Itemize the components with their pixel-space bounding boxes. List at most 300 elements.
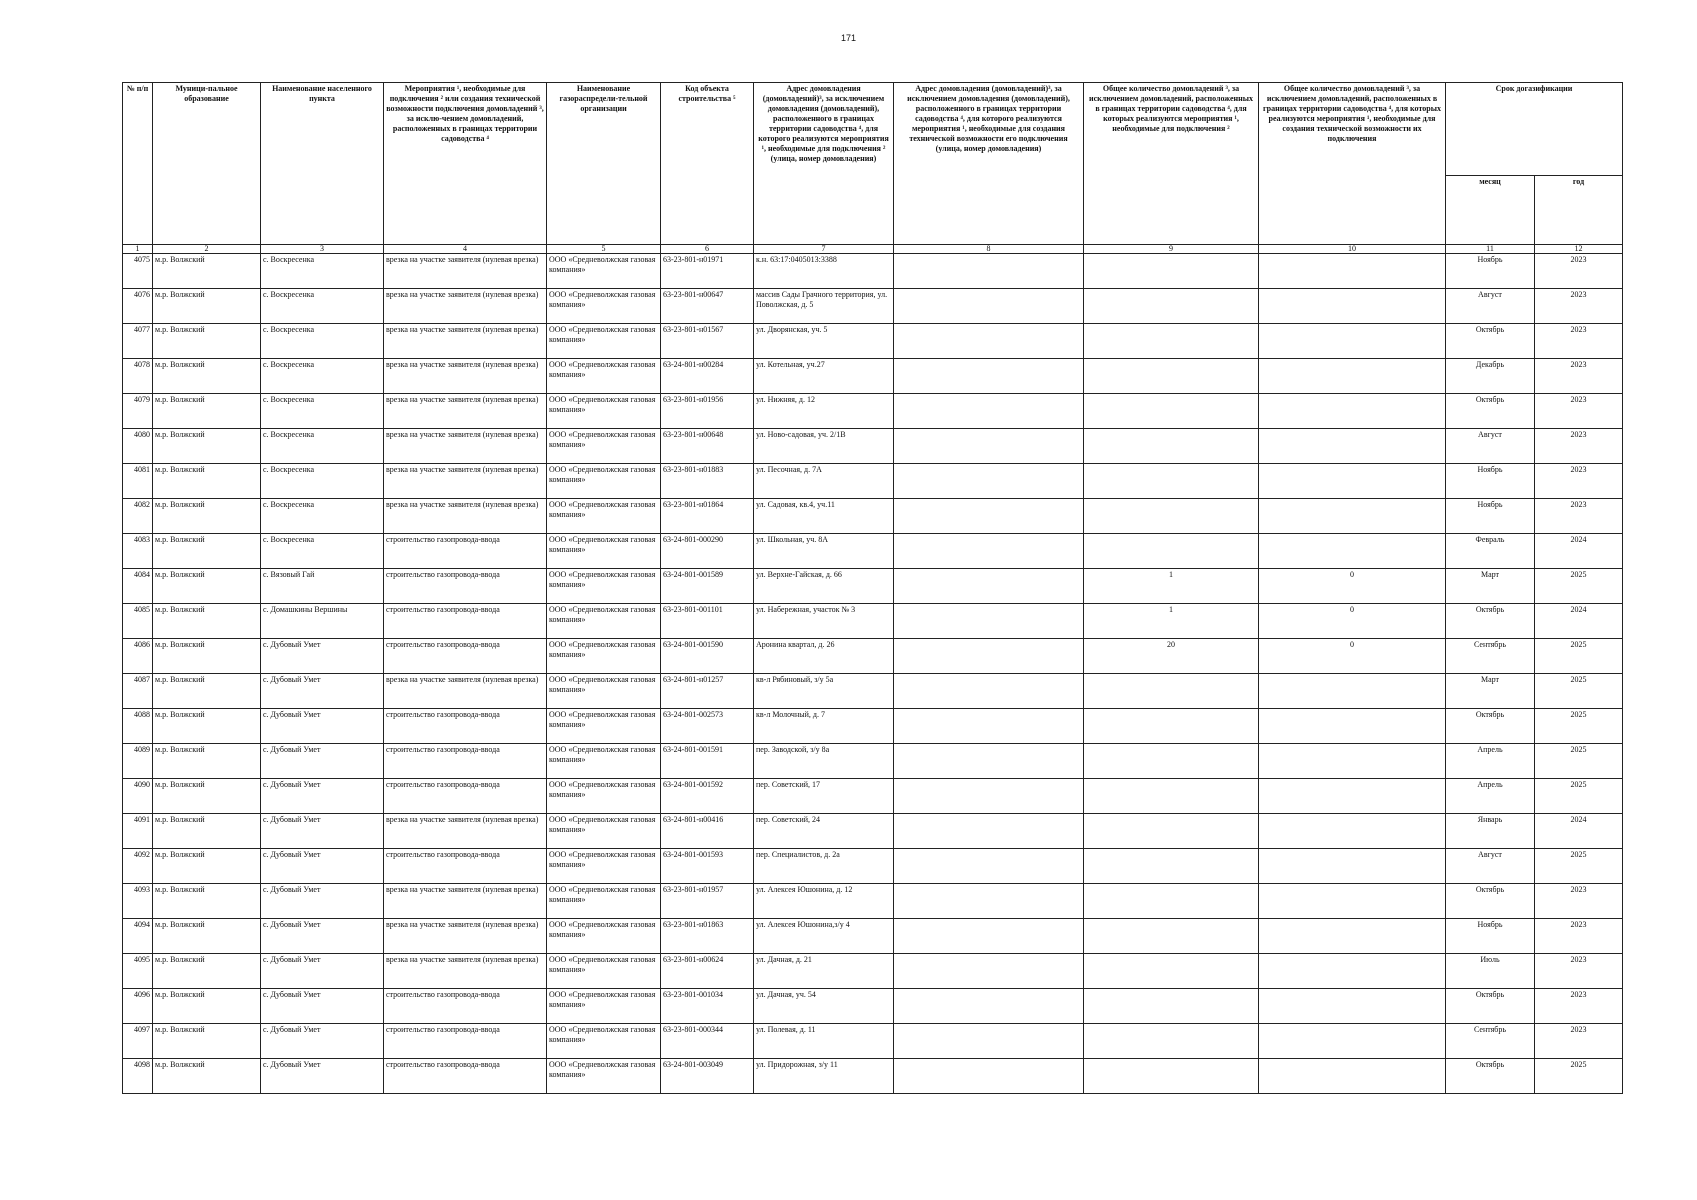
- month-cell: Октябрь: [1446, 989, 1535, 1024]
- settlement-cell: с. Воскресенка: [261, 324, 384, 359]
- month-cell: Октябрь: [1446, 1059, 1535, 1094]
- address-capability-cell: [894, 359, 1084, 394]
- municipality-cell: м.р. Волжский: [153, 324, 261, 359]
- gas-org-cell: ООО «Средневолжская газовая компания»: [547, 569, 661, 604]
- month-cell: Апрель: [1446, 779, 1535, 814]
- count-capability-cell: [1259, 954, 1446, 989]
- address-cell: пер. Специалистов, д. 2а: [754, 849, 894, 884]
- address-cell: ул. Котельная, уч.27: [754, 359, 894, 394]
- address-cell: ул. Придорожная, з/у 11: [754, 1059, 894, 1094]
- settlement-cell: с. Воскресенка: [261, 499, 384, 534]
- municipality-cell: м.р. Волжский: [153, 954, 261, 989]
- count-connect-cell: 1: [1084, 604, 1259, 639]
- year-cell: 2023: [1535, 1024, 1623, 1059]
- row-number: 4075: [123, 254, 153, 289]
- address-cell: массив Сады Грачного территория, ул. Поволжская, д. 5: [754, 289, 894, 324]
- row-number: 4091: [123, 814, 153, 849]
- address-capability-cell: [894, 744, 1084, 779]
- measure-cell: строительство газопровода-ввода: [384, 639, 547, 674]
- address-capability-cell: [894, 604, 1084, 639]
- header-address-capability: Адрес домовладения (домовладений)³, за исключением домовладения (домовладений), расположенного в границах территории садоводства ⁴, для которого реализуются мероприятия ¹, необходимые для создания технической возможности его подключения (улица, номер домовладения): [894, 83, 1084, 245]
- municipality-cell: м.р. Волжский: [153, 429, 261, 464]
- table-row: [123, 779, 1623, 814]
- year-cell: 2023: [1535, 884, 1623, 919]
- object-code-cell: 63-23-801-н01957: [661, 884, 754, 919]
- gas-org-cell: ООО «Средневолжская газовая компания»: [547, 254, 661, 289]
- address-capability-cell: [894, 989, 1084, 1024]
- year-cell: 2023: [1535, 359, 1623, 394]
- object-code-cell: 63-23-801-001034: [661, 989, 754, 1024]
- count-capability-cell: [1259, 1024, 1446, 1059]
- header-measures: Мероприятия ¹, необходимые для подключения ² или создания технической возможности подключения домовладений ³, за исклю-чением домовладений, расположенных в границах территории садоводства ⁴: [384, 83, 547, 245]
- month-cell: Ноябрь: [1446, 499, 1535, 534]
- object-code-cell: 63-23-801-001101: [661, 604, 754, 639]
- settlement-cell: с. Дубовый Умет: [261, 779, 384, 814]
- month-cell: Август: [1446, 429, 1535, 464]
- gas-org-cell: ООО «Средневолжская газовая компания»: [547, 499, 661, 534]
- settlement-cell: с. Дубовый Умет: [261, 1024, 384, 1059]
- header-count-connect: Общее количество домовладений ³, за исключением домовладений, расположенных в границах территории садоводства ⁴, для которых реализуются мероприятия ¹, необходимые для подключения ²: [1084, 83, 1259, 245]
- address-capability-cell: [894, 254, 1084, 289]
- count-capability-cell: [1259, 359, 1446, 394]
- month-cell: Апрель: [1446, 744, 1535, 779]
- year-cell: 2023: [1535, 954, 1623, 989]
- gas-org-cell: ООО «Средневолжская газовая компания»: [547, 534, 661, 569]
- municipality-cell: м.р. Волжский: [153, 1024, 261, 1059]
- count-capability-cell: [1259, 814, 1446, 849]
- count-capability-cell: 0: [1259, 569, 1446, 604]
- address-cell: ул. Нижняя, д. 12: [754, 394, 894, 429]
- month-cell: Октябрь: [1446, 394, 1535, 429]
- object-code-cell: 63-24-801-003049: [661, 1059, 754, 1094]
- municipality-cell: м.р. Волжский: [153, 289, 261, 324]
- count-capability-cell: [1259, 919, 1446, 954]
- row-number: 4089: [123, 744, 153, 779]
- year-cell: 2023: [1535, 289, 1623, 324]
- count-connect-cell: [1084, 254, 1259, 289]
- address-capability-cell: [894, 639, 1084, 674]
- address-cell: ул. Дачная, д. 21: [754, 954, 894, 989]
- object-code-cell: 63-23-801-н00624: [661, 954, 754, 989]
- address-cell: ул. Дачная, уч. 54: [754, 989, 894, 1024]
- count-capability-cell: [1259, 324, 1446, 359]
- gas-org-cell: ООО «Средневолжская газовая компания»: [547, 709, 661, 744]
- object-code-cell: 63-24-801-002573: [661, 709, 754, 744]
- header-count-capability: Общее количество домовладений ³, за исключением домовладений, расположенных в границах территории садоводства ⁴, для которых реализуются мероприятия ¹, необходимые для создания технической возможности их подключения: [1259, 83, 1446, 245]
- address-capability-cell: [894, 569, 1084, 604]
- column-number: 8: [894, 245, 1084, 254]
- gas-org-cell: ООО «Средневолжская газовая компания»: [547, 1024, 661, 1059]
- municipality-cell: м.р. Волжский: [153, 359, 261, 394]
- month-cell: Февраль: [1446, 534, 1535, 569]
- row-number: 4081: [123, 464, 153, 499]
- header-deadline: Срок догазификации: [1446, 83, 1623, 176]
- object-code-cell: 63-23-801-н01567: [661, 324, 754, 359]
- municipality-cell: м.р. Волжский: [153, 499, 261, 534]
- month-cell: Октябрь: [1446, 709, 1535, 744]
- page-number: 171: [840, 33, 857, 43]
- column-number: 10: [1259, 245, 1446, 254]
- settlement-cell: с. Вязовый Гай: [261, 569, 384, 604]
- row-number: 4086: [123, 639, 153, 674]
- address-capability-cell: [894, 814, 1084, 849]
- table-row: [123, 324, 1623, 359]
- count-capability-cell: [1259, 849, 1446, 884]
- header-month: месяц: [1446, 176, 1535, 245]
- year-cell: 2025: [1535, 639, 1623, 674]
- count-capability-cell: [1259, 254, 1446, 289]
- settlement-cell: с. Воскресенка: [261, 534, 384, 569]
- year-cell: 2023: [1535, 254, 1623, 289]
- gas-org-cell: ООО «Средневолжская газовая компания»: [547, 359, 661, 394]
- column-number: 3: [261, 245, 384, 254]
- address-capability-cell: [894, 674, 1084, 709]
- object-code-cell: 63-24-801-001591: [661, 744, 754, 779]
- table-row: [123, 254, 1623, 289]
- count-capability-cell: [1259, 674, 1446, 709]
- row-number: 4095: [123, 954, 153, 989]
- table-row: [123, 884, 1623, 919]
- month-cell: Ноябрь: [1446, 254, 1535, 289]
- object-code-cell: 63-23-801-н00648: [661, 429, 754, 464]
- object-code-cell: 63-24-801-н00416: [661, 814, 754, 849]
- count-capability-cell: 0: [1259, 604, 1446, 639]
- header-num: № п/п: [123, 83, 153, 245]
- settlement-cell: с. Дубовый Умет: [261, 989, 384, 1024]
- month-cell: Март: [1446, 674, 1535, 709]
- object-code-cell: 63-24-801-000290: [661, 534, 754, 569]
- gas-org-cell: ООО «Средневолжская газовая компания»: [547, 639, 661, 674]
- address-capability-cell: [894, 534, 1084, 569]
- row-number: 4096: [123, 989, 153, 1024]
- year-cell: 2023: [1535, 394, 1623, 429]
- measure-cell: строительство газопровода-ввода: [384, 604, 547, 639]
- address-cell: Аронина квартал, д. 26: [754, 639, 894, 674]
- measure-cell: врезка на участке заявителя (нулевая врезка): [384, 324, 547, 359]
- settlement-cell: с. Дубовый Умет: [261, 884, 384, 919]
- year-cell: 2025: [1535, 1059, 1623, 1094]
- measure-cell: строительство газопровода-ввода: [384, 779, 547, 814]
- address-capability-cell: [894, 394, 1084, 429]
- year-cell: 2025: [1535, 779, 1623, 814]
- address-capability-cell: [894, 919, 1084, 954]
- month-cell: Октябрь: [1446, 604, 1535, 639]
- table-row: [123, 849, 1623, 884]
- year-cell: 2025: [1535, 849, 1623, 884]
- table-row: [123, 289, 1623, 324]
- object-code-cell: 63-24-801-н01257: [661, 674, 754, 709]
- column-number: 12: [1535, 245, 1623, 254]
- gas-org-cell: ООО «Средневолжская газовая компания»: [547, 464, 661, 499]
- measure-cell: строительство газопровода-ввода: [384, 569, 547, 604]
- year-cell: 2023: [1535, 324, 1623, 359]
- measure-cell: врезка на участке заявителя (нулевая врезка): [384, 919, 547, 954]
- row-number: 4097: [123, 1024, 153, 1059]
- object-code-cell: 63-23-801-н01864: [661, 499, 754, 534]
- address-cell: ул. Школьная, уч. 8А: [754, 534, 894, 569]
- gas-org-cell: ООО «Средневолжская газовая компания»: [547, 1059, 661, 1094]
- count-connect-cell: [1084, 499, 1259, 534]
- row-number: 4093: [123, 884, 153, 919]
- address-cell: ул. Дворянская, уч. 5: [754, 324, 894, 359]
- year-cell: 2023: [1535, 919, 1623, 954]
- row-number: 4092: [123, 849, 153, 884]
- month-cell: Сентябрь: [1446, 639, 1535, 674]
- measure-cell: строительство газопровода-ввода: [384, 849, 547, 884]
- month-cell: Сентябрь: [1446, 1024, 1535, 1059]
- municipality-cell: м.р. Волжский: [153, 534, 261, 569]
- column-number: 1: [123, 245, 153, 254]
- table-row: [123, 534, 1623, 569]
- settlement-cell: с. Воскресенка: [261, 394, 384, 429]
- column-number: 6: [661, 245, 754, 254]
- address-capability-cell: [894, 954, 1084, 989]
- address-cell: кв-л Молочный, д. 7: [754, 709, 894, 744]
- table-body: [123, 254, 1623, 1094]
- address-capability-cell: [894, 884, 1084, 919]
- header-municipality: Муници-пальное образование: [153, 83, 261, 245]
- count-connect-cell: [1084, 779, 1259, 814]
- address-cell: ул. Садовая, кв.4, уч.11: [754, 499, 894, 534]
- address-capability-cell: [894, 289, 1084, 324]
- count-connect-cell: [1084, 674, 1259, 709]
- table-row: [123, 604, 1623, 639]
- object-code-cell: 63-24-801-н00284: [661, 359, 754, 394]
- table-row: [123, 499, 1623, 534]
- column-number: 2: [153, 245, 261, 254]
- address-cell: ул. Алексея Юшонина,з/у 4: [754, 919, 894, 954]
- address-capability-cell: [894, 709, 1084, 744]
- column-number-row: [123, 245, 1623, 254]
- address-cell: ул. Набережная, участок № 3: [754, 604, 894, 639]
- address-cell: ул. Песочная, д. 7А: [754, 464, 894, 499]
- gas-org-cell: ООО «Средневолжская газовая компания»: [547, 814, 661, 849]
- month-cell: Декабрь: [1446, 359, 1535, 394]
- address-cell: ул. Ново-садовая, уч. 2/1В: [754, 429, 894, 464]
- table-row: [123, 989, 1623, 1024]
- measure-cell: врезка на участке заявителя (нулевая врезка): [384, 254, 547, 289]
- gas-org-cell: ООО «Средневолжская газовая компания»: [547, 919, 661, 954]
- municipality-cell: м.р. Волжский: [153, 849, 261, 884]
- count-connect-cell: [1084, 429, 1259, 464]
- gas-org-cell: ООО «Средневолжская газовая компания»: [547, 884, 661, 919]
- column-number: 4: [384, 245, 547, 254]
- object-code-cell: 63-23-801-н01883: [661, 464, 754, 499]
- gas-org-cell: ООО «Средневолжская газовая компания»: [547, 849, 661, 884]
- count-connect-cell: [1084, 849, 1259, 884]
- row-number: 4088: [123, 709, 153, 744]
- count-capability-cell: [1259, 989, 1446, 1024]
- count-connect-cell: [1084, 359, 1259, 394]
- municipality-cell: м.р. Волжский: [153, 394, 261, 429]
- municipality-cell: м.р. Волжский: [153, 1059, 261, 1094]
- table-row: [123, 954, 1623, 989]
- count-connect-cell: [1084, 534, 1259, 569]
- count-connect-cell: [1084, 709, 1259, 744]
- row-number: 4084: [123, 569, 153, 604]
- count-capability-cell: [1259, 884, 1446, 919]
- measure-cell: строительство газопровода-ввода: [384, 989, 547, 1024]
- month-cell: Январь: [1446, 814, 1535, 849]
- measure-cell: врезка на участке заявителя (нулевая врезка): [384, 499, 547, 534]
- settlement-cell: с. Домашкины Вершины: [261, 604, 384, 639]
- count-capability-cell: [1259, 429, 1446, 464]
- year-cell: 2025: [1535, 569, 1623, 604]
- table-row: [123, 674, 1623, 709]
- year-cell: 2023: [1535, 429, 1623, 464]
- row-number: 4090: [123, 779, 153, 814]
- month-cell: Март: [1446, 569, 1535, 604]
- table-row: [123, 744, 1623, 779]
- municipality-cell: м.р. Волжский: [153, 884, 261, 919]
- address-capability-cell: [894, 1024, 1084, 1059]
- table-row: [123, 394, 1623, 429]
- month-cell: Октябрь: [1446, 884, 1535, 919]
- object-code-cell: 63-24-801-001589: [661, 569, 754, 604]
- municipality-cell: м.р. Волжский: [153, 744, 261, 779]
- header-year: год: [1535, 176, 1623, 245]
- year-cell: 2023: [1535, 989, 1623, 1024]
- count-connect-cell: [1084, 1024, 1259, 1059]
- gasification-table: [122, 82, 1623, 1094]
- settlement-cell: с. Дубовый Умет: [261, 1059, 384, 1094]
- table-row: [123, 639, 1623, 674]
- settlement-cell: с. Воскресенка: [261, 429, 384, 464]
- municipality-cell: м.р. Волжский: [153, 779, 261, 814]
- count-capability-cell: [1259, 394, 1446, 429]
- municipality-cell: м.р. Волжский: [153, 464, 261, 499]
- count-connect-cell: [1084, 324, 1259, 359]
- count-capability-cell: [1259, 534, 1446, 569]
- column-number: 5: [547, 245, 661, 254]
- gas-org-cell: ООО «Средневолжская газовая компания»: [547, 394, 661, 429]
- address-cell: кв-л Рябиновый, з/у 5а: [754, 674, 894, 709]
- gas-org-cell: ООО «Средневолжская газовая компания»: [547, 324, 661, 359]
- column-number: 7: [754, 245, 894, 254]
- address-capability-cell: [894, 499, 1084, 534]
- year-cell: 2024: [1535, 534, 1623, 569]
- object-code-cell: 63-24-801-001590: [661, 639, 754, 674]
- row-number: 4082: [123, 499, 153, 534]
- settlement-cell: с. Воскресенка: [261, 464, 384, 499]
- count-capability-cell: [1259, 709, 1446, 744]
- address-cell: ул. Полевая, д. 11: [754, 1024, 894, 1059]
- municipality-cell: м.р. Волжский: [153, 919, 261, 954]
- table-row: [123, 569, 1623, 604]
- settlement-cell: с. Воскресенка: [261, 289, 384, 324]
- settlement-cell: с. Дубовый Умет: [261, 849, 384, 884]
- gas-org-cell: ООО «Средневолжская газовая компания»: [547, 989, 661, 1024]
- header-settlement: Наименование населенного пункта: [261, 83, 384, 245]
- settlement-cell: с. Дубовый Умет: [261, 709, 384, 744]
- header-address-connect: Адрес домовладения (домовладений)³, за исключением домовладения (домовладений), расположенного в границах территории садоводства ⁴, для которого реализуются мероприятия ¹, необходимые для подключения ² (улица, номер домовладения): [754, 83, 894, 245]
- address-cell: пер. Советский, 17: [754, 779, 894, 814]
- address-cell: к.н. 63:17:0405013:3388: [754, 254, 894, 289]
- year-cell: 2024: [1535, 604, 1623, 639]
- row-number: 4085: [123, 604, 153, 639]
- address-cell: пер. Советский, 24: [754, 814, 894, 849]
- count-capability-cell: [1259, 744, 1446, 779]
- gas-org-cell: ООО «Средневолжская газовая компания»: [547, 289, 661, 324]
- measure-cell: врезка на участке заявителя (нулевая врезка): [384, 884, 547, 919]
- settlement-cell: с. Дубовый Умет: [261, 639, 384, 674]
- measure-cell: врезка на участке заявителя (нулевая врезка): [384, 464, 547, 499]
- settlement-cell: с. Дубовый Умет: [261, 919, 384, 954]
- object-code-cell: 63-23-801-н01971: [661, 254, 754, 289]
- year-cell: 2024: [1535, 814, 1623, 849]
- month-cell: Август: [1446, 289, 1535, 324]
- row-number: 4077: [123, 324, 153, 359]
- table-row: [123, 709, 1623, 744]
- table-row: [123, 464, 1623, 499]
- count-capability-cell: [1259, 499, 1446, 534]
- settlement-cell: с. Воскресенка: [261, 359, 384, 394]
- row-number: 4094: [123, 919, 153, 954]
- row-number: 4098: [123, 1059, 153, 1094]
- measure-cell: врезка на участке заявителя (нулевая врезка): [384, 289, 547, 324]
- year-cell: 2023: [1535, 499, 1623, 534]
- year-cell: 2025: [1535, 709, 1623, 744]
- address-capability-cell: [894, 429, 1084, 464]
- count-capability-cell: [1259, 464, 1446, 499]
- table-row: [123, 1024, 1623, 1059]
- measure-cell: строительство газопровода-ввода: [384, 1024, 547, 1059]
- count-connect-cell: [1084, 744, 1259, 779]
- measure-cell: врезка на участке заявителя (нулевая врезка): [384, 429, 547, 464]
- address-capability-cell: [894, 324, 1084, 359]
- header-gas-org: Наименование газораспредели-тельной организации: [547, 83, 661, 245]
- table-row: [123, 429, 1623, 464]
- count-connect-cell: [1084, 814, 1259, 849]
- municipality-cell: м.р. Волжский: [153, 989, 261, 1024]
- gas-org-cell: ООО «Средневолжская газовая компания»: [547, 674, 661, 709]
- count-connect-cell: [1084, 464, 1259, 499]
- row-number: 4079: [123, 394, 153, 429]
- municipality-cell: м.р. Волжский: [153, 604, 261, 639]
- measure-cell: врезка на участке заявителя (нулевая врезка): [384, 674, 547, 709]
- month-cell: Октябрь: [1446, 324, 1535, 359]
- address-capability-cell: [894, 849, 1084, 884]
- settlement-cell: с. Дубовый Умет: [261, 674, 384, 709]
- row-number: 4076: [123, 289, 153, 324]
- municipality-cell: м.р. Волжский: [153, 254, 261, 289]
- count-connect-cell: [1084, 954, 1259, 989]
- count-capability-cell: [1259, 289, 1446, 324]
- count-connect-cell: [1084, 989, 1259, 1024]
- measure-cell: строительство газопровода-ввода: [384, 744, 547, 779]
- month-cell: Ноябрь: [1446, 464, 1535, 499]
- year-cell: 2025: [1535, 674, 1623, 709]
- settlement-cell: с. Дубовый Умет: [261, 954, 384, 989]
- measure-cell: строительство газопровода-ввода: [384, 534, 547, 569]
- municipality-cell: м.р. Волжский: [153, 569, 261, 604]
- municipality-cell: м.р. Волжский: [153, 639, 261, 674]
- object-code-cell: 63-23-801-н01956: [661, 394, 754, 429]
- address-cell: ул. Алексея Юшонина, д. 12: [754, 884, 894, 919]
- municipality-cell: м.р. Волжский: [153, 709, 261, 744]
- count-capability-cell: [1259, 779, 1446, 814]
- table-row: [123, 1059, 1623, 1094]
- measure-cell: врезка на участке заявителя (нулевая врезка): [384, 814, 547, 849]
- count-capability-cell: [1259, 1059, 1446, 1094]
- gas-org-cell: ООО «Средневолжская газовая компания»: [547, 954, 661, 989]
- count-connect-cell: [1084, 394, 1259, 429]
- object-code-cell: 63-23-801-н01863: [661, 919, 754, 954]
- measure-cell: строительство газопровода-ввода: [384, 1059, 547, 1094]
- address-cell: пер. Заводской, з/у 8а: [754, 744, 894, 779]
- gas-org-cell: ООО «Средневолжская газовая компания»: [547, 779, 661, 814]
- year-cell: 2023: [1535, 464, 1623, 499]
